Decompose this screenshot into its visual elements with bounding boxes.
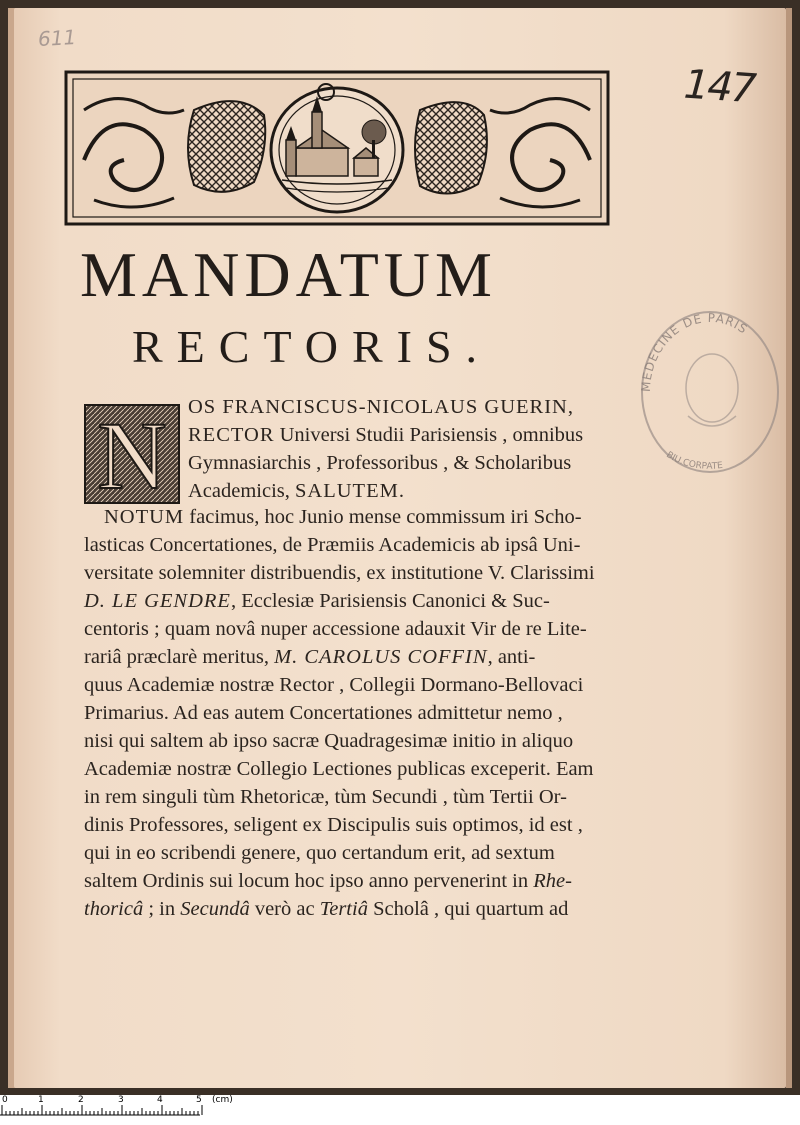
rhetorica-word-2: thoricâ [84,898,144,920]
text-line-19-part6: Scholâ , qui quartum ad [367,898,569,920]
text-line-5 [104,506,582,529]
ruler-label-3: 3 [118,1095,124,1105]
folio-number: 147 [682,61,756,113]
rhetorica-word-1: Rhe- [533,870,572,892]
salutem-word: SALUTEM. [295,480,405,502]
library-stamp [636,296,784,486]
le-gendre-name: D. LE GENDRE [84,590,231,612]
text-line-4-start: Academicis, [188,480,296,502]
ruler-label-5: 5 [196,1095,202,1105]
ruler-label-2: 2 [78,1095,84,1105]
text-line-19-part4: verò ac [249,898,320,920]
text-line-8 [84,590,550,613]
scale-ruler [0,1095,800,1121]
text-line-19 [84,898,568,921]
text-line-14: Academiæ nostræ Collegio Lectiones publicas exceperit. Eam [84,758,594,780]
dropcap-letter: N [97,404,167,504]
coffin-name: M. CAROLUS COFFIN [274,646,488,668]
text-line-8-rest: , Ecclesiæ Parisiensis Canonici & Suc- [230,590,550,612]
ornamental-headpiece [64,70,610,226]
text-line-16: dinis Professores, seligent ex Discipulis suis optimos, id est , [84,814,583,836]
ruler-label-0: 0 [2,1095,8,1105]
svg-text:MEDECINE DE PARIS [639,311,751,392]
svg-text:BIU.CORPATE [664,450,723,472]
text-line-10-start: rariâ præclarè meritus, [84,646,275,668]
text-line-2-rest: Universi Studii Parisiensis , omnibus [274,424,584,446]
notum-word: NOTUM [104,506,185,528]
stamp-top-text: MEDECINE DE PARIS [638,310,751,393]
document-title-line1: MANDATUM [80,239,497,310]
text-line-9: centoris ; quam novâ nuper accessione adauxit Vir de re Lite- [84,618,587,640]
text-line-7: versitate solemniter distribuendis, ex institutione V. Clarissimi [84,562,595,584]
text-line-18 [84,870,572,893]
shelfmark-annotation: 611 [37,25,77,51]
text-line-19-part2: ; in [143,898,181,920]
page-right-edge [786,8,792,1088]
document-title-line2: RECTORIS. [132,321,492,372]
tertia-word: Tertiâ [319,898,368,920]
text-line-3: Gymnasiarchis , Professoribus , & Scholaribus [188,452,572,474]
text-line-17: qui in eo scribendi genere, quo certandum erit, ad sextum [84,842,555,864]
text-line-2 [188,424,583,447]
stamp-bottom-text: BIU.CORPATE [664,450,724,472]
text-line-12: Primarius. Ad eas autem Concertationes admittetur nemo , [84,702,563,724]
ruler-unit: (cm) [212,1095,233,1105]
text-line-1: OS FRANCISCUS-NICOLAUS GUERIN, [188,396,574,418]
text-line-11: quus Academiæ nostræ Rector , Collegii Dormano-Bellovaci [84,674,584,696]
text-line-4 [188,480,405,503]
text-line-6: lasticas Concertationes, de Præmiis Academicis ab ipsâ Uni- [84,534,581,556]
rector-word: RECTOR [188,424,275,446]
secunda-word: Secundâ [180,898,250,920]
text-line-13: nisi qui saltem ab ipso sacræ Quadragesimæ initio in aliquo [84,730,574,752]
text-line-5-rest: facimus, hoc Junio mense commissum iri Scho- [184,506,582,528]
text-line-10 [84,646,535,669]
text-line-10-end: , anti- [487,646,536,668]
decorated-initial-n [84,404,180,504]
ruler-label-4: 4 [157,1095,163,1105]
ruler-label-1: 1 [38,1095,44,1105]
text-line-15: in rem singuli tùm Rhetoricæ, tùm Secundi , tùm Tertii Or- [84,786,567,808]
text-line-18-start: saltem Ordinis sui locum hoc ipso anno pervenerint in [84,870,534,892]
